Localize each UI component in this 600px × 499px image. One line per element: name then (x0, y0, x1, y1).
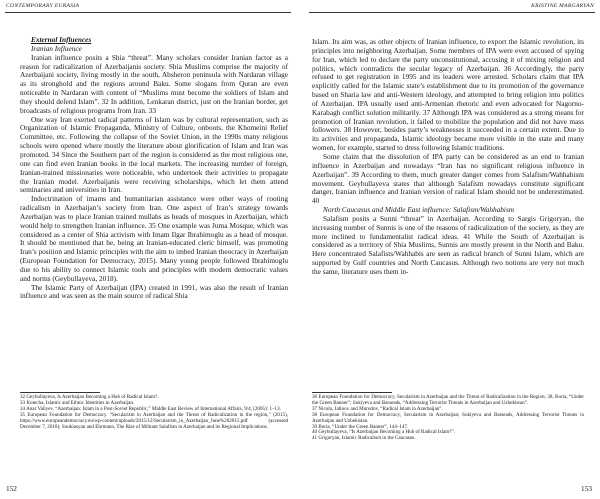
paragraph: Some claim that the dissolution of IPA party can be considered as an end to Iranian influence in Azerbaijan and nowadays “Iran has no significant religious influence in Azerbaijan”. 39 According to them, much greater danger comes from Salafism/Wahhabism movement. Geybullayeva states that although Salafism nowadays constitute significant danger, Iranian influence and Iranian version of radical Islam should not be underestimated. 40 (312, 151, 584, 206)
header-rule-right (309, 12, 595, 13)
running-head-left: CONTEMPORARY EURASIA (6, 3, 80, 9)
right-page-body (312, 38, 584, 277)
footnote: 35 European Foundation for Democracy. “Secularism in Azerbaijan and the Threat of Radicalization in the region,” (2015), https://www.europeandemocracy.eu/wp-content/uploads/2015/12/Secularism_in_Azerbaijan_June%202015.pdf (accessed December 7, 2018); Soukiasyan and Ehrmann, The Rise of Militant Salafism in Azerbaijan and its Regional Implications. (20, 411, 288, 430)
footnote: 34 Anar Valiyev, “Azerbaijan: Islam in a Post-Soviet Republic,” Middle East Review of International Affairs, 9/4, (2005): 1–13. (20, 405, 281, 412)
paragraph: One way Iran exerted radical patterns of Islam was by cultural representation, such as Organization of Islamic Propaganda, Ministry of Culture, onboots, the Khomeini Relief Committee, etc. Following the collapse of the Soviet Union, in the 1990s many religious schools were opened where mostly the literature about glorification of Islam and Iran was promoted. 34 Since the Southern part of the region is considered as the most religious one, one can find even Iranian books in the local markets. The increasing number of foreign, Iranian-trained missionaries were noticeable, who undertook their activities to propagate the Iranian model. Azerbaijanis were receiving scholarships, which let them attend seminaries and universities in Iran. (20, 114, 288, 195)
paragraph: Islam. Its aim was, as other objects of Iranian influence, to export the Islamic revolution, its principles into neighboring Azerbaijan. Some members of IPA were even accused of spying for Iran, which led to declare the party unconstitutional, accusing it of mixing religion and politics, which contradicts the secular legacy of Azerbaijan. 36 Accordingly, the party refused to get registration in 1995 and its leaders were arrested. Scholars claim that IPA explicitly called for the Islamic state’s establishment due to its promotion of the governance based on Sharia law and anti-Western ideology, and attempted to bring religion into politics of Azerbaijan. IPA usually used anti-Armenian rhetoric and even advocated for Nagorno-Karabagh conflict solution militarily. 37 Although IPA was considered as a strong means for promotion of Iranian revolution, it failed to mobilize the population and did not have mass followers. 38 However, besides party’s weaknesses it succeeded in a certain extent. Due to its activities and propaganda, Islamic ideology became more visible in the state and many women, for example, started to dress following Islamic traditions. (312, 37, 584, 153)
footnote: 41 Grigoryan, Islamic Radicalism in the Caucasus. (312, 435, 416, 442)
footnote: 32 Geybullayeva, Is Azerbaijan Becoming a Hub of Radical Islam?. (20, 394, 159, 400)
footnote: 40 Geybullayeva, “Is Azerbaijan Becoming a Hub of Radical Islam?”. (312, 429, 455, 436)
subsection-title-iranian-influence: Iranian Influence (31, 43, 82, 53)
header-rule-left (5, 12, 291, 13)
footnotes-right (312, 395, 584, 442)
paragraph: Iranian influence posits a Shia “threat”. Many scholars consider Iranian factor as a reason for radicalization of Azerbaijanis society. Shia Muslims comprise the majority of Azerbaijani society, living mostly in the south, Absheron peninsula with Nardaran village as its stronghold and the regions around Baku. Some slogans from Quran are even noticeable in Nardaran with content of “Muslims must become the soldiers of Islam and they should defend Islam”. 32 In addition, Lenkaran district, just on the Iranian border, get broadcasts of religious programs from Iran. 33 (20, 52, 288, 115)
paragraph: The Islamic Party of Azerbaijan (IPA) created in 1991, was also the result of Iranian influence and was seen as the main source of radical Shia (20, 282, 288, 301)
footnote: 39 Boria, “Under the Green Banner”, 144–147. (312, 423, 409, 430)
footnote: 37 Nicola, Jalloov and Murodov, “Radical Islam in Azerbaijan”. (312, 405, 443, 412)
footnotes-left (20, 395, 288, 430)
left-page-body (20, 36, 288, 301)
footnote-separator-left (20, 392, 100, 393)
page-number-left: 152 (6, 484, 17, 493)
paragraph: Salafism posits a Sunni “threat” in Azerbaijan. According to Sargis Grigoryan, the increasing number of Sunnis is one of the reasons of radicalization of the society, as they are more inclined to fundamentalist radical ideas. 41 While the South of Azerbaijan is considered as a territory of Shia Muslims, Sunnis are mostly present in the North and Baku. Here concentrated Salafists/Wahhabis are seen as radical branch of Sunni Islam, which are supported by Gulf countries and North Caucasus. Although two notions are very not much the same, literature uses them in- (312, 213, 584, 276)
footnote: 36 European Foundation for Democracy, Secularism in Azerbaijan and the Threat of Radicalization in the Region; 38, Boria, “Under the Green Banner”; Sokiyeva and Barseads, “Addressing Terrorist Threats in Azerbaijan and Uzbekistan”. (312, 394, 584, 406)
footnote-separator-right (312, 392, 392, 393)
footnote: 38 European Foundation for Democracy, Secularism in Azerbaijan; Sokiyeva and Barseads, Addressing Terrorist Threats in Azerbaijan and Uzbekistan. (312, 411, 584, 424)
section-title-salafism: North Caucasus and Middle East influence: Salafism/Wahhabism (323, 205, 515, 215)
footnote: 33 Kotecha, Islamic and Ethnic Identities in Azerbaijan. (20, 399, 135, 406)
page-number-right: 153 (581, 484, 592, 493)
section-title-external-influences: External Influences (31, 35, 92, 44)
running-head-right: KRISTINE MARGARYAN (531, 3, 594, 9)
paragraph: Indoctrination of imams and humanitarian assistance were other ways of rooting radicalism in Azerbaijan’s society from Iran. One aspect of Iran’s strategy towards Azerbaijan was to place Iranian trained mullahs as heads of mosques in Azerbaijan, which would help to strengthen Iranian influence. 35 One example was Juma Mosque, which was considered as a center of Shia activism with Imam Ilgar Ibrahimoglu as a head of mosque. It should be mentioned that he, being an Iranian-educated cleric himself, was promoting Iran’s position and Islamic principles with the aim to imbed Iranian theocracy in Azerbaijan (European Foundation for Democracy, 2015). Many young people followed Ibrahimoglu due to his ability to connect Islamic tools and principles with modern democratic values and norms (Geybullayeva, 2018). (20, 194, 288, 283)
